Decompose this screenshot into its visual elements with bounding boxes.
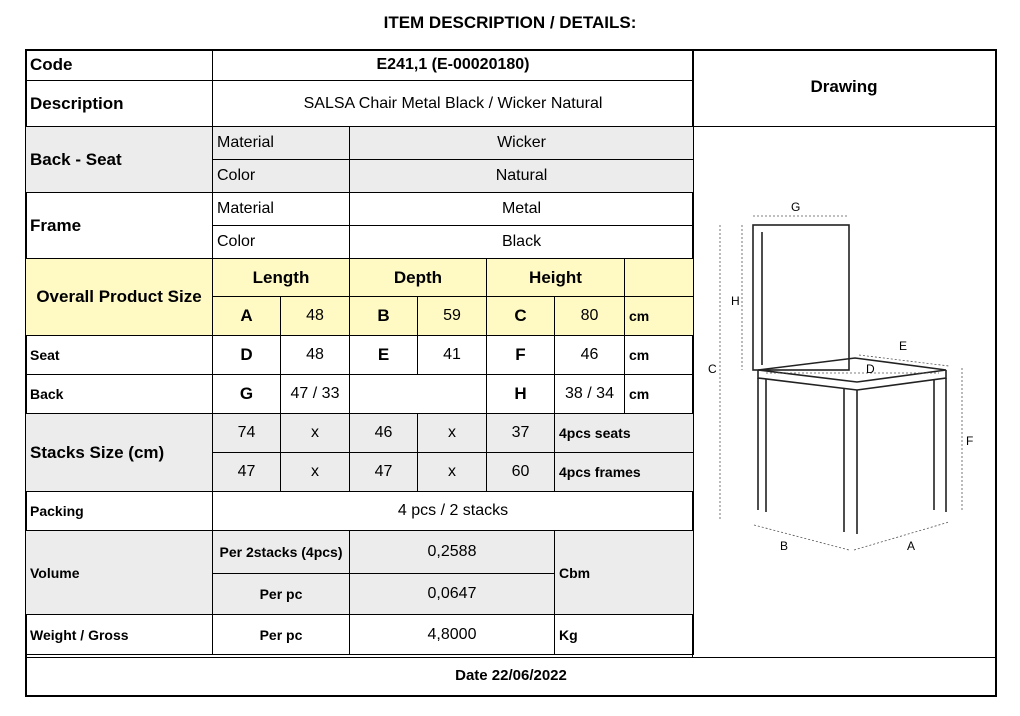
d-value: 48 <box>281 336 350 375</box>
stacks-2-x2: x <box>418 453 487 492</box>
h-value: 38 / 34 <box>555 375 625 414</box>
stacks-label: Stacks Size (cm) <box>26 414 213 492</box>
volume-perpc-value: 0,0647 <box>350 574 555 615</box>
stacks-1-b: 46 <box>350 414 418 453</box>
dim-g-letter: G <box>791 200 801 214</box>
overall-unit: cm <box>625 297 694 336</box>
dim-h-letter: H <box>731 294 740 308</box>
overall-header-empty <box>625 259 694 297</box>
packing-label: Packing <box>26 492 213 531</box>
back-seat-label: Back - Seat <box>26 127 213 193</box>
back-row <box>26 375 694 414</box>
stacks-1-x2: x <box>418 414 487 453</box>
f-value: 46 <box>555 336 625 375</box>
dim-a-letter: A <box>907 539 916 553</box>
height-header: Height <box>487 259 625 297</box>
g-label: G <box>213 375 281 414</box>
weight-perpc-label: Per pc <box>213 615 350 655</box>
spec-table <box>25 49 694 655</box>
stacks-2-c: 60 <box>487 453 555 492</box>
a-label: A <box>213 297 281 336</box>
volume-per2-label: Per 2stacks (4pcs) <box>213 531 350 574</box>
drawing-header-divider <box>693 126 997 127</box>
stacks-2-b: 47 <box>350 453 418 492</box>
dim-f-letter: F <box>966 434 974 448</box>
back-seat-material-row <box>26 127 694 160</box>
stacks-2-x1: x <box>281 453 350 492</box>
back-seat-color-label: Color <box>213 160 350 193</box>
frame-material-label: Material <box>213 193 350 226</box>
back-unit: cm <box>625 375 694 414</box>
f-label: F <box>487 336 555 375</box>
frame-color-label: Color <box>213 226 350 259</box>
dim-c-letter: C <box>708 362 717 376</box>
drawing-title: Drawing <box>810 77 878 96</box>
seat-label: Seat <box>26 336 213 375</box>
c-value: 80 <box>555 297 625 336</box>
dim-d-letter: D <box>866 362 875 376</box>
dim-a-line <box>854 522 949 550</box>
stacks-1-x1: x <box>281 414 350 453</box>
weight-label: Weight / Gross <box>26 615 213 655</box>
code-label: Code <box>26 50 213 81</box>
length-header: Length <box>213 259 350 297</box>
stacks-1-c: 37 <box>487 414 555 453</box>
seat-row <box>26 336 694 375</box>
volume-row-1 <box>26 531 694 574</box>
chair-drawing <box>694 180 994 570</box>
volume-label: Volume <box>26 531 213 615</box>
volume-perpc-label: Per pc <box>213 574 350 615</box>
weight-value: 4,8000 <box>350 615 555 655</box>
description-label: Description <box>26 81 213 127</box>
depth-header: Depth <box>350 259 487 297</box>
description-row <box>26 81 694 127</box>
back-label: Back <box>26 375 213 414</box>
seat-unit: cm <box>625 336 694 375</box>
frame-color-value: Black <box>350 226 694 259</box>
dim-b-line <box>754 525 849 550</box>
e-value: 41 <box>418 336 487 375</box>
page-title: ITEM DESCRIPTION / DETAILS: <box>383 13 637 32</box>
b-value: 59 <box>418 297 487 336</box>
e-label: E <box>350 336 418 375</box>
b-label: B <box>350 297 418 336</box>
dim-e-letter: E <box>899 339 908 353</box>
overall-size-label: Overall Product Size <box>26 259 213 336</box>
volume-per2-value: 0,2588 <box>350 531 555 574</box>
weight-row <box>26 615 694 655</box>
packing-row <box>26 492 694 531</box>
stacks-row-1 <box>26 414 694 453</box>
description-value: SALSA Chair Metal Black / Wicker Natural <box>213 81 694 127</box>
volume-unit: Cbm <box>555 531 694 615</box>
d-label: D <box>213 336 281 375</box>
back-seat-material-label: Material <box>213 127 350 160</box>
dim-b-letter: B <box>780 539 789 553</box>
back-empty <box>350 375 487 414</box>
code-value: E241,1 (E-00020180) <box>213 50 694 81</box>
back-seat-color-value: Natural <box>350 160 694 193</box>
stacks-1-note: 4pcs seats <box>555 414 694 453</box>
chair-backrest <box>753 225 849 370</box>
date-footer: Date 22/06/2022 <box>455 667 567 684</box>
c-label: C <box>487 297 555 336</box>
weight-unit: Kg <box>555 615 694 655</box>
h-label: H <box>487 375 555 414</box>
date-divider <box>25 657 997 658</box>
back-seat-material-value: Wicker <box>350 127 694 160</box>
packing-value: 4 pcs / 2 stacks <box>213 492 694 531</box>
code-row <box>26 50 694 81</box>
frame-label: Frame <box>26 193 213 259</box>
stacks-1-a: 74 <box>213 414 281 453</box>
g-value: 47 / 33 <box>281 375 350 414</box>
frame-material-value: Metal <box>350 193 694 226</box>
stacks-2-a: 47 <box>213 453 281 492</box>
stacks-2-note: 4pcs frames <box>555 453 694 492</box>
a-value: 48 <box>281 297 350 336</box>
overall-header-row <box>26 259 694 297</box>
frame-material-row <box>26 193 694 226</box>
